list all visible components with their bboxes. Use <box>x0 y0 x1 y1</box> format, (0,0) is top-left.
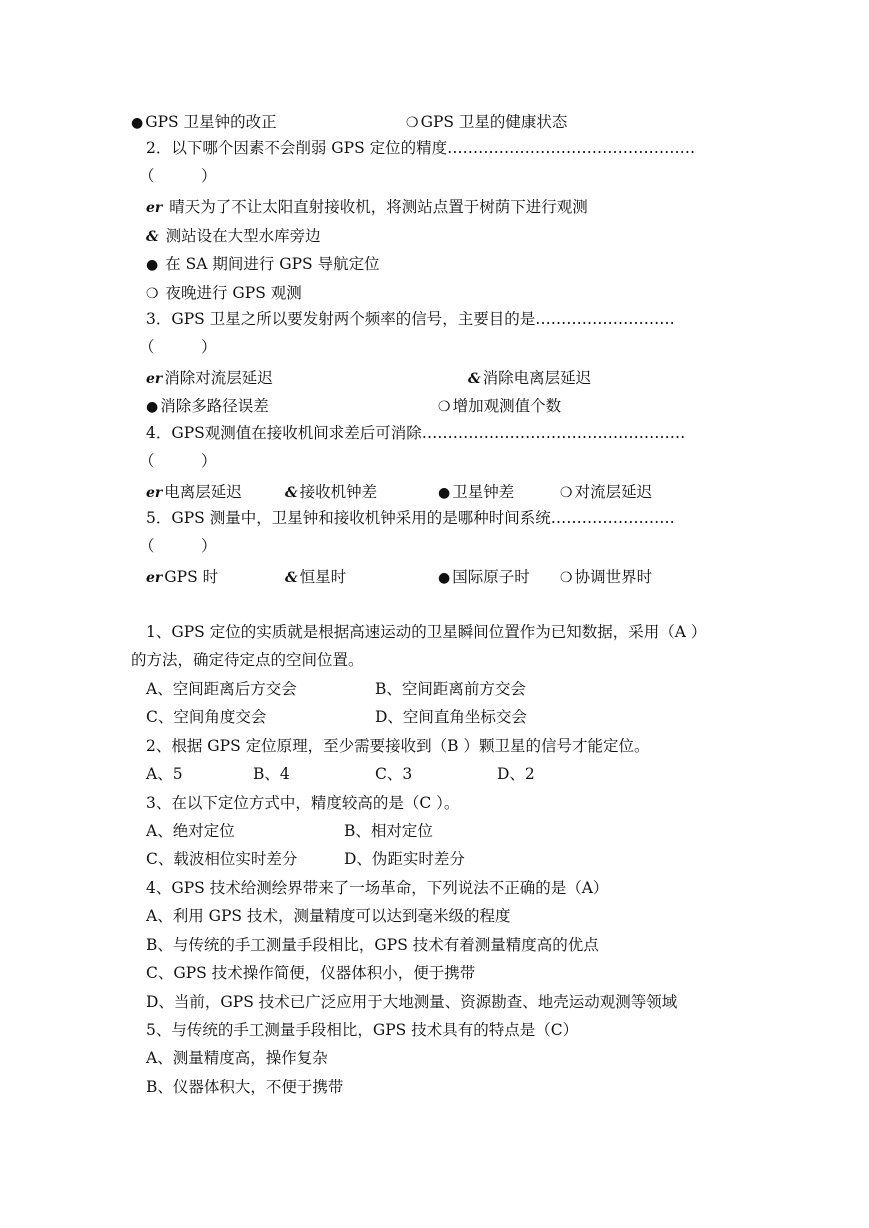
p2-q5-option-a: A、测量精度高，操作复杂 <box>146 1049 328 1067</box>
p2-q2-option-b: B、4 <box>253 765 290 783</box>
bullet-shadowed-square-icon: ❍ <box>560 485 573 501</box>
q5-answer-paren: （ ） <box>139 537 217 555</box>
q4-option-a: er 电离层延迟 <box>146 483 242 501</box>
p2-q3-stem: 3、在以下定位方式中，精度较高的是（C ）。 <box>146 794 460 812</box>
bullet-shadowed-square-icon: ❍ <box>438 399 451 415</box>
q4-option-c: ● 卫星钟差 <box>438 483 515 501</box>
p2-q1-line1: 1、GPS 定位的实质就是根据高速运动的卫星瞬间位置作为已知数据，采用（A ） <box>146 623 707 641</box>
p2-q1-option-d: D、空间直角坐标交会 <box>375 708 527 726</box>
q5-option-d: ❍ 协调世界时 <box>560 568 653 586</box>
p2-q4-option-d: D、当前，GPS 技术已广泛应用于大地测量、资源勘查、地壳运动观测等领域 <box>146 993 678 1011</box>
option-a-symbol-icon: er <box>146 485 163 501</box>
p2-q3-option-a: A、绝对定位 <box>146 822 235 840</box>
q3-answer-paren: （ ） <box>139 338 217 356</box>
q5-stem: 5．GPS 测量中，卫星钟和接收机钟采用的是哪种时间系统…………………… <box>146 509 675 527</box>
bullet-shadowed-square-icon: ❍ <box>146 286 159 302</box>
option-b-symbol-icon: & <box>285 570 298 586</box>
p2-q2-option-d: D、2 <box>497 765 535 783</box>
bullet-filled-icon: ● <box>146 257 159 273</box>
p2-q5-stem: 5、与传统的手工测量手段相比，GPS 技术具有的特点是（C） <box>146 1021 579 1039</box>
q2-stem: 2．以下哪个因素不会削弱 GPS 定位的精度………………………………………… <box>146 139 696 157</box>
q1-option-c: ● GPS 卫星钟的改正 <box>131 113 277 131</box>
q5-option-b: & 恒星时 <box>285 568 347 586</box>
p2-q4-option-c: C、GPS 技术操作简便，仪器体积小，便于携带 <box>146 964 476 982</box>
bullet-shadowed-square-icon: ❍ <box>560 570 573 586</box>
q3-option-c: ● 消除多路径误差 <box>146 397 269 415</box>
bullet-shadowed-square-icon: ❍ <box>406 115 419 131</box>
q2-option-b: & 测站设在大型水库旁边 <box>146 227 321 245</box>
q1-option-d: ❍ GPS 卫星的健康状态 <box>406 113 568 131</box>
p2-q1-option-c: C、空间角度交会 <box>146 708 267 726</box>
bullet-filled-icon: ● <box>438 570 451 586</box>
p2-q1-option-b: B、空间距离前方交会 <box>375 680 526 698</box>
p2-q1-line2: 的方法，确定待定点的空间位置。 <box>131 651 364 669</box>
q3-option-a: er 消除对流层延迟 <box>146 369 273 387</box>
q2-option-d: ❍ 夜晚进行 GPS 观测 <box>146 284 302 302</box>
q2-answer-paren: （ ） <box>139 167 217 185</box>
option-b-symbol-icon: & <box>285 485 298 501</box>
option-b-symbol-icon: & <box>468 371 481 387</box>
bullet-filled-icon: ● <box>131 115 144 131</box>
q2-option-a: er 晴天为了不让太阳直射接收机，将测站点置于树荫下进行观测 <box>146 198 588 216</box>
q3-option-b: & 消除电离层延迟 <box>468 369 592 387</box>
p2-q2-option-a: A、5 <box>146 765 183 783</box>
q4-stem: 4．GPS观测值在接收机间求差后可消除…………………………………………… <box>146 424 686 442</box>
p2-q3-option-b: B、相对定位 <box>344 822 433 840</box>
q3-stem: 3．GPS 卫星之所以要发射两个频率的信号，主要目的是……………………… <box>146 310 675 328</box>
q5-option-c: ● 国际原子时 <box>438 568 530 586</box>
p2-q3-option-c: C、载波相位实时差分 <box>146 850 298 868</box>
p2-q4-option-a: A、利用 GPS 技术，测量精度可以达到毫米级的程度 <box>146 907 511 925</box>
p2-q2-stem: 2、根据 GPS 定位原理，至少需要接收到（B ）颗卫星的信号才能定位。 <box>146 737 650 755</box>
p2-q2-option-c: C、3 <box>375 765 413 783</box>
bullet-filled-icon: ● <box>438 485 451 501</box>
q4-option-b: & 接收机钟差 <box>285 483 378 501</box>
q4-option-d: ❍ 对流层延迟 <box>560 483 653 501</box>
q2-option-c: ● 在 SA 期间进行 GPS 导航定位 <box>146 255 380 273</box>
p2-q1-option-a: A、空间距离后方交会 <box>146 680 297 698</box>
option-a-symbol-icon: er <box>146 570 163 586</box>
option-b-symbol-icon: & <box>146 229 159 245</box>
p2-q5-option-b: B、仪器体积大，不便于携带 <box>146 1078 344 1096</box>
p2-q4-stem: 4、GPS 技术给测绘界带来了一场革命，下列说法不正确的是（A） <box>146 879 609 897</box>
option-a-symbol-icon: er <box>146 200 163 216</box>
q4-answer-paren: （ ） <box>139 452 217 470</box>
bullet-filled-icon: ● <box>146 399 159 415</box>
p2-q4-option-b: B、与传统的手工测量手段相比，GPS 技术有着测量精度高的优点 <box>146 936 599 954</box>
q5-option-a: er GPS 时 <box>146 568 219 586</box>
p2-q3-option-d: D、伪距实时差分 <box>344 850 465 868</box>
q3-option-d: ❍ 增加观测值个数 <box>438 397 562 415</box>
option-a-symbol-icon: er <box>146 371 163 387</box>
